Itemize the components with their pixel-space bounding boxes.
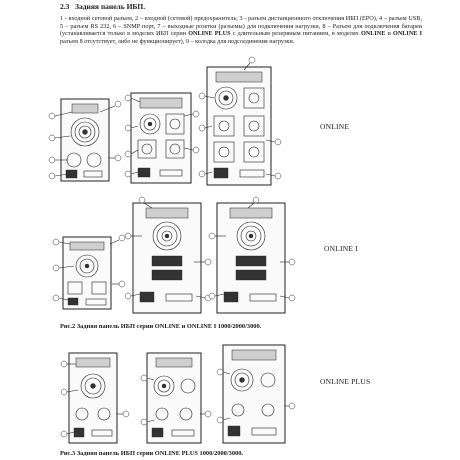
series-label-online-plus: ONLINE PLUS <box>320 377 371 386</box>
callouts-unit-6 <box>206 196 298 316</box>
intro-text-2: с длительным резервным питанием, в моделях <box>230 30 361 38</box>
callouts-unit-3 <box>196 56 286 188</box>
section-heading <box>60 2 145 11</box>
figure-3-caption: Рис.3 Задняя панель ИБП серии ONLINE PLUS 1000/2000/3000. <box>60 450 244 457</box>
section-number: 2.3 <box>60 2 70 11</box>
callouts-unit-5 <box>122 196 214 316</box>
callouts-unit-8 <box>138 352 214 446</box>
intro-bold-online-plus: ONLINE PLUS <box>188 30 231 38</box>
series-label-online: ONLINE <box>320 122 350 131</box>
callouts-unit-9 <box>214 344 298 446</box>
intro-text-4: разъем 8 отсутствует, либо не функционирует), 9 – колодка для подсоединения нагрузки. <box>60 37 295 45</box>
callouts-unit-1 <box>46 98 124 182</box>
intro-text-3: и <box>385 30 393 38</box>
intro-bold-online: ONLINE <box>360 30 386 38</box>
intro-text-1: 1 - входной сетевой разъем, 2 – входной (сетевой) предохранитель, 3 - разъем дистанционного отключения ИБП (EPO), 4 – разъем USB, 5 – разъем RS 232, 6 – SNMP порт, 7 – выходные розетки (разъемы) для подключения нагрузки, 8 – Разъем для подключения батареи (устанавливается только в моделях ИБП серии <box>60 15 422 38</box>
callouts-unit-7 <box>58 352 132 446</box>
intro-bold-online-i: ONLINE I <box>393 30 422 38</box>
figure-2-caption: Рис.2 Задняя панель ИБП серии ONLINE и ONLINE I 1000/2000/3000. <box>60 323 262 330</box>
callouts-unit-4 <box>50 228 128 312</box>
section-title: Задняя панель ИБП. <box>75 2 146 11</box>
intro-paragraph <box>60 15 422 45</box>
callouts-unit-2 <box>122 88 202 184</box>
series-label-online-i: ONLINE I <box>324 244 358 253</box>
